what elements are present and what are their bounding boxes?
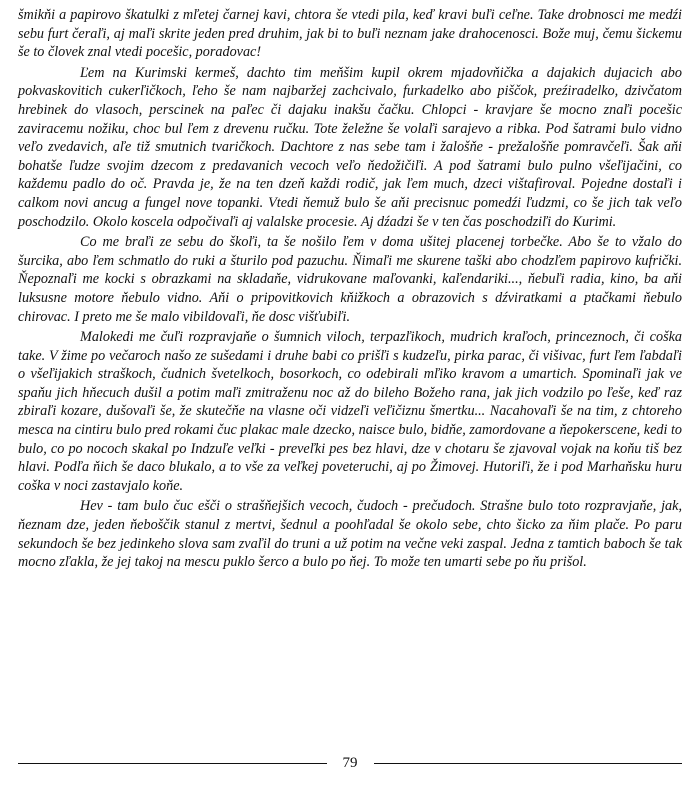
paragraph-3: Co me braľi ze sebu do škoľi, ta še nošilo ľem v doma ušitej placenej torbečke. Abo še to vžalo do šurcika, abo ľem schmatlo do ruki a šturilo pod pazuchu. Ňimaľi me skurene taški abo chodzľem papirovo kufrički. Ňepoznaľi me kocki s obrazkami na skladaňe, vidrukovane maľovanki, kaľendariki..., ňebuľi radia, kino, ba aňi luksusne motore ňebulo vidno. Aňi o pripovitkovich kňižkoch a obrazovich s dźviratkami a ptačkami ňebulo chirovac. I preto me še malo vibildovaľi, ňe dosc višťubiľi.	[18, 234, 682, 325]
paragraph-5: Hev - tam bulo čuc ešči o strašňejšich vecoch, čudoch - prečudoch. Strašne bulo toto rozpravjaňe, jak, ňeznam dze, jeden ňeboščik stanul z mertvi, šednul a poohľadal še okolo sebe, chto šicko za ňim plače. Po paru sekundoch še bez jedinkeho slova sam zvaľil do truni a už potim na večne veki zaspal. Jedna z tamtich baboch še tak mocno zľakla, že jej takoj na mescu puklo šerco a bulo po ňej. To može ten umarti sebe po ňu prišol.	[18, 498, 682, 571]
page-footer	[18, 752, 682, 774]
page-number: 79	[342, 754, 358, 771]
paragraph-2: Ľem na Kurimski kermeš, dachto tim meňšim kupil okrem mjadovňička a dajakich dujacich abo pokvaskovitich cukerľičkoch, ľeho še nam najbaržej zachcivalo, furkadelko abo piščok, preźiradelko, dzivčatom hrebinek do vlasoch, perscinek na paľec či dajaku inakšu čačku. Chlopci - kravjare še mocno znaľi pocešic zaviracemu nožiku, choc bul ľem z drevenu ručku. Tote želežne še volaľi sarajevo a ribka. Pod šatrami bulo vidno veľo zvedavich, aľe tiž smutnich tvaričkoch. Dachtore z nas sebe tam i žalošňe - prežalošňe pomravčeľi. Šak aňi bohatše ľudze svojim dzecom z predavanich vecoch veľo ňedožičiľi. A pod šatrami bulo pulno všeľijačini, co každemu padlo do oč. Pravda je, že na ten dzeň každi rodič, jak ľem much, dzeci vištafiroval. Pojedne dostaľi i calkom novi ancug a fungel nove topanki. Vtedi ňemuž bulo še aňi precisnuc pomedźi ľudzmi, co še jich tak veľo poschodzilo. Okolo koscela odpočivaľi aj valalske procesie. Aj dźadzi še v ten čas poschodziľi do Kurimi.	[18, 64, 682, 230]
footer-rule-left	[18, 763, 327, 764]
footer-rule-right	[374, 763, 683, 764]
paragraph-1: šmikňi a papirovo škatulki z mľetej čarnej kavi, chtora še vtedi pila, keď kravi buľi ceľne. Take drobnosci me medźi sebu furt čeraľi, aj maľi skrite jeden pred druhim, jak bi to buľi neznam jake drahocenosci. Bože muj, čemu šickemu še to človek znal vtedi pocešic, poradovac!	[18, 7, 682, 61]
page-body	[18, 6, 682, 572]
paragraph-4: Malokedi me čuľi rozpravjaňe o šumnich viloch, terpazľikoch, mudrich kraľoch, princeznoch, či coška take. V žime po večaroch našo ze sušedami i druhe babi co prišľi s kudzeľu, pirka parac, či višivac, furt ľem ľabdaľi o všeľijakich straškoch, čudnich švetelkoch, bosorkoch, co odebirali mľiko kravom a umartich. Spominaľi jak ve spaňu jich hňecuch dušil a potim maľi zmitraženu noc až do bileho Božeho rana, jak jich vodzilo po ľeše, keď raz zbiraľi kozare, dušovaľi še, že skutečňe na vlasne oči vidzeľi veľičiznu šmertku... Nacahovaľi še na tim, z chtoreho mesca na cintiru bulo pred rokami čuc plakac male dzecko, naisce bulo, bidňe, zamordovane a ňepokerscene, kedi to bulo, co po nococh skakal po Indzuľe veľki - preveľki pes bez hlavi, dze v chotaru še zjavoval vojak na koňu tiš bez hlavi. Podľa ňich še daco blukalo, a to vše za veľkej poveteruchi, aj po Žimovej. Hutoriľi, že i pod Marhaňsku huru coška v noci zastavjalo koňe.	[18, 329, 682, 494]
